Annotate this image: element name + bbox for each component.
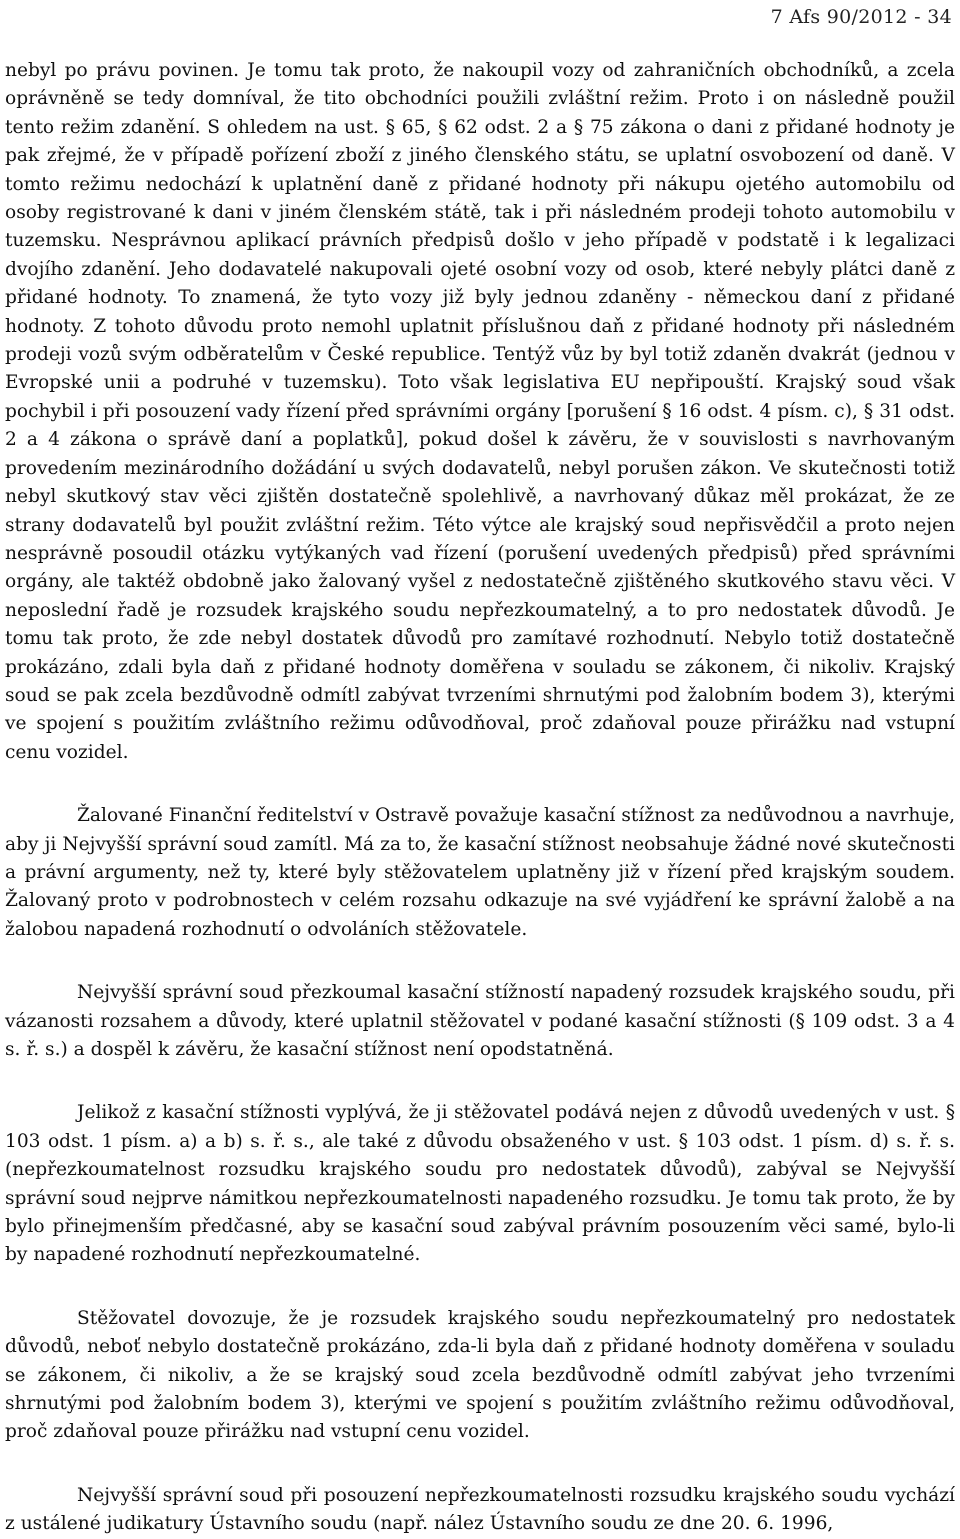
paragraph-complainant-arguments: nebyl po právu povinen. Je tomu tak proto, že nakoupil vozy od zahraničních obchodníků, a zcela oprávněně se tedy domníval, že tito obchodníci použili zvláštní režim. Proto i on následně použil tento režim zdanění. S ohledem na ust. § 65, § 62 odst. 2 a § 75 zákona o dani z přidané hodnoty je pak zřejmé, že v případě pořízení zboží z jiného členského státu, se uplatní osvobození od daně. V tomto režimu nedochází k uplatnění daně z přidané hodnoty při nákupu ojetého automobilu od osoby registrované k dani v jiném členském státě, tak i při následném prodeji tohoto automobilu v tuzemsku. Nesprávnou aplikací právních předpisů došlo v jeho případě v podstatě i k legalizaci dvojího zdanění. Jeho dodavatelé nakupovali ojeté osobní vozy od osob, které nebyly plátci daně z přidané hodnoty. To znamená, že tyto vozy již byly jednou zdaněny - německou daní z přidané hodnoty. Z tohoto důvodu proto nemohl uplatnit příslušnou daň z přidané hodnoty při následném prodeji vozů svým odběratelům v České republice. Tentýž vůz by byl totiž zdaněn dvakrát (jednou v Evropské unii a podruhé v tuzemsku). Toto však legislativa EU nepřipouští. Krajský soud však pochybil i při posouzení vady řízení před správními orgány [porušení § 16 odst. 4 písm. c), § 31 odst. 2 a 4 zákona o správě daní a poplatků], pokud došel k závěru, že v souvislosti s navrhovaným provedením mezinárodního dožádání u svých dodavatelů, nebyl porušen zákon. Ve skutečnosti totiž nebyl skutkový stav věci zjištěn dostatečně spolehlivě, a navrhovaný důkaz měl prokázat, že ze strany dodavatelů byl použit zvláštní režim. Této výtce ale krajský soud nepřisvědčil a proto nejen nesprávně posoudil otázku vytýkaných vad řízení (porušení uvedených předpisů) před správními orgány, ale taktéž obdobně jako žalovaný vyšel z nedostatečně zjištěného skutkového stavu věci. V neposlední řadě je rozsudek krajského soudu nepřezkoumatelný, a to pro nedostatek důvodů. Je tomu tak proto, že zde nebyl dostatek důvodů pro zamítavé rozhodnutí. Nebylo totiž dostatečně prokázáno, zdali byla daň z přidané hodnoty doměřena v souladu se zákonem, či nikoliv. Krajský soud se pak zcela bezdůvodně odmítl zabývat tvrzeními shrnutými pod žalobním bodem 3), kterými ve spojení s použitím zvláštního režimu odůvodňoval, proč zdaňoval pouze přirážku nad vstupní cenu vozidel. [5, 60, 955, 763]
document-body [5, 57, 955, 1539]
paragraph-gap [5, 944, 955, 979]
paragraph-complainant-claim: Stěžovatel dovozuje, že je rozsudek krajského soudu nepřezkoumatelný pro nedostatek důvodů, neboť nebylo dostatečně prokázáno, zda-li byla daň z přidané hodnoty doměřena v souladu se zákonem, či nikoliv, a že se krajský soud zcela bezdůvodně odmítl zabývat jeho tvrzeními shrnutými pod žalobním bodem 3), kterými ve spojení s použitím zvláštního režimu odůvodňoval, proč zdaňoval pouze přirážku nad vstupní cenu vozidel. [5, 1307, 955, 1443]
paragraph-gap [5, 1270, 955, 1305]
paragraph-defendant-response: Žalované Finanční ředitelství v Ostravě považuje kasační stížnost za nedůvodnou a navrhuje, aby ji Nejvyšší správní soud zamítl. Má za to, že kasační stížnost neobsahuje žádné nové skutečnosti a právní argumenty, než ty, které byly stěžovatelem uplatněny již v řízení před krajským soudem. Žalovaný proto v podrobnostech v celém rozsahu odkazuje na své vyjádření ke správní žalobě a na žalobou napadená rozhodnutí o odvoláních stěžovatele. [5, 805, 955, 940]
paragraph-constitutional-court: Nejvyšší správní soud při posouzení nepřezkoumatelnosti rozsudku krajského soudu vychází z ustálené judikatury Ústavního soudu (např. nález Ústavního soudu ze dne 20. 6. 1996, [5, 1484, 955, 1535]
case-number-header: 7 Afs 90/2012 - 34 [770, 6, 952, 28]
paragraph-reviewability-question: Jelikož z kasační stížnosti vyplývá, že ji stěžovatel podává nejen z důvodů uvedených v ust. § 103 odst. 1 písm. a) a b) s. ř. s., ale také z důvodu obsaženého v ust. § 103 odst. 1 písm. d) s. ř. s. (nepřezkoumatelnost rozsudku krajského soudu pro nedostatek důvodů), zabýval se Nejvyšší správní soud nejprve námitkou nepřezkoumatelnosti napadeného rozsudku. Je tomu tak proto, že by bylo přinejmenším předčasné, aby se kasační soud zabýval právním posouzením věci samé, bylo-li by napadené rozhodnutí nepřezkoumatelné. [5, 1102, 955, 1266]
paragraph-gap [5, 767, 955, 802]
paragraph-court-review: Nejvyšší správní soud přezkoumal kasační stížností napadený rozsudek krajského soudu, při vázanosti rozsahem a důvody, které uplatnil stěžovatel v podané kasační stížnosti (§ 109 odst. 3 a 4 s. ř. s.) a dospěl k závěru, že kasační stížnost není opodstatněná. [5, 982, 955, 1060]
paragraph-gap [5, 1447, 955, 1482]
paragraph-gap [5, 1064, 955, 1099]
